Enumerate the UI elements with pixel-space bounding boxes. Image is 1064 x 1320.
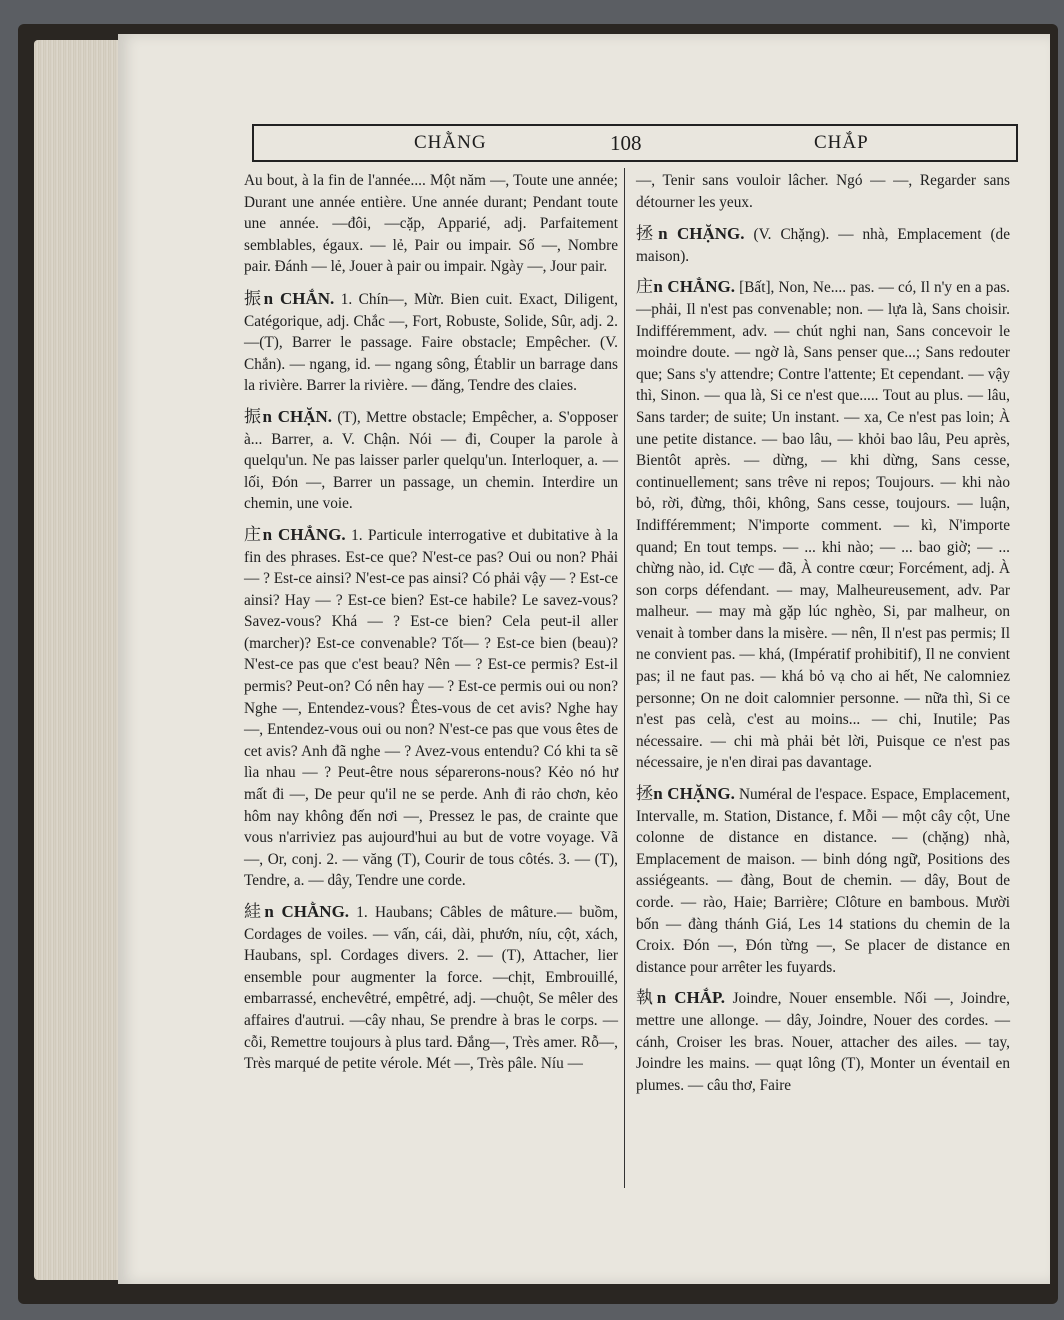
han-character: 振 bbox=[244, 288, 264, 309]
entry-body: —, Tenir sans vouloir lâcher. Ngó — —, Regarder sans détourner les yeux. bbox=[636, 172, 1010, 211]
dictionary-entry bbox=[636, 276, 1010, 774]
entry-body: Au bout, à la fin de l'année.... Một năm —, Toute une année; Durant une année entière. Une année durant; Pendant toute une année. —đôi, —cặp, Apparié, adj. Parfaitement semblables, égaux. — lẻ, Pair ou impair. Số —, Nombre pair. Đánh — lẻ, Jouer à pair ou impair. Ngày —, Jour pair. bbox=[244, 172, 618, 276]
headword: n CHẮP. bbox=[656, 988, 726, 1008]
headword: n CHẰNG. bbox=[264, 902, 350, 921]
entry-body: 1. Particule interrogative et dubitative à la fin des phrases. Est-ce que? N'est-ce pas? Oui ou non? Phải — ? Est-ce ainsi? N'est-ce pas ainsi? Có phải vậy — ? Est-ce ainsi? Hay — ? Est-ce bien? Est-ce habile? Le savez-vous? Savez-vous? Khá — ? Est-ce bien? Cela peut-il aller (marcher)? Est-ce convenable? Tốt— ? Est-ce bien (beau)? N'est-ce pas que c'est beau? Nên — ? Est-ce permis? Est-il permis? Peut-on? Có nên hay — ? Est-ce permis oui ou non? Nghe —, Entendez-vous? Êtes-vous de cet avis? Nghe hay —, Entendez-vous oui ou non? N'est-ce pas que vous êtes de cet avis? Anh đã nghe — ? Avez-vous entendu? Có khi ta sẽ lìa nhau — ? Peut-être nous séparerons-nous? Kẻo nó hư mất đi —, De peur qu'il ne se perde. Anh đi rảo chơn, kẻo hôm nay không đến nơi —, Pressez le pas, de crainte que vous n'arriviez pas aujourd'hui au but de votre voyage. Vã —, Or, conj. 2. — văng (T), Courir de tous côtés. 3. — (T), Tendre, a. — dây, Tendre une corde. bbox=[244, 526, 619, 890]
header-right-guideword: CHẮP bbox=[814, 132, 869, 153]
headword: n CHẲNG. bbox=[653, 277, 735, 297]
headword: n CHẶN. bbox=[262, 406, 333, 426]
right-column bbox=[636, 170, 1010, 1105]
page-number: 108 bbox=[610, 130, 642, 155]
dictionary-entry bbox=[636, 783, 1010, 978]
entry-body: [Bất], Non, Ne.... pas. — có, Il n'y en a pas. —phải, Il n'est pas convenable; non. — lựa là, Sans choisir. Indifféremment, adv. — chút nghi nan, Sans concevoir le moindre doute. — ngờ là, Sans penser que...; Sans redouter que; Sans s'y attendre; Contre l'attente; Et cependant. — vậy thì, Sinon. — qua là, Si ce n'est que..... Tout au plus. — lâu, Sans tarder; de suite; Un instant. — xa, Ce n'est pas loin; À une petite distance. — bao lâu, — khỏi bao lâu, Peu après, Bientôt après. — dừng, — khi dừng, Sans cesse, continuellement; sans trêve ni repos; Toujours. — khi nào bỏ, rời, đừng, thôi, không, Sans cesse, toujours. — luận, Indifféremment; N'importe comment. — kì, N'importe quand; En tout temps. — ... khi nào; — ... bao giờ; — ... chừng nào, id. Cực — đã, À contre cœur; Forcément, adj. À son corps défendant. — may, Malheureusement, adv. Par malheur. — may mà gặp lúc nghèo, Si, par malheur, on venait à tomber dans la misère. — nên, Il n'est pas permis; Il ne convient pas. — khá, (Impératif prohibitif), Il ne convient pas; il ne faut pas. — khá bỏ vạ cho ai hết, Ne calomniez personne; On ne doit calomnier personne. — nữa thì, Si ce n'est pas celà, c'est au moins... — chi, Inutile; Pas nécessaire. — chi mà phải bẻt lời, Puisque ce n'est pas nécessaire, je n'en dirai pas davantage. bbox=[636, 279, 1011, 772]
entry-body: 1. Haubans; Câbles de mâture.— buồm, Cordages de voiles. — vấn, cái, dài, phướn, níu, cột, xách, Haubans, spl. Cordages divers. 2. — (T), Attacher, lier ensemble pour augmenter la force. —chịt, Embrouillé, embarrassé, enchevêtré, empêtré, adj. —chuột, Se mêler des affaires d'autrui. —cây nhau, Se prendre à bras le corps. — cỗi, Remettre toujours à plus tard. Đắng—, Très amer. Rỗ—, Très marqué de petite vérole. Mét —, Très pâle. Níu — bbox=[244, 904, 619, 1073]
dictionary-entry bbox=[244, 901, 618, 1075]
entry-body: 1. Chín—, Mừr. Bien cuit. Exact, Diligent, Catégorique, adj. Chắc —, Fort, Robuste, Solide, Sûr, adj. 2.—(T), Barrer le passage. Faire obstacle; Empêcher. (V. Chắn). — ngang, id. — ngang sông, Établir un barrage dans la rivière. Barrer la rivière. — đăng, Tendre des claies. bbox=[244, 290, 619, 395]
column-divider bbox=[624, 168, 625, 1188]
dictionary-entry bbox=[244, 406, 618, 515]
han-character: 庄 bbox=[636, 277, 654, 298]
page-edges bbox=[34, 40, 120, 1280]
entry-body: (T), Mettre obstacle; Empêcher, a. S'opposer à... Barrer, a. V. Chận. Nói — đi, Couper la parole à quelqu'un. Ne pas laisser parler quelqu'un. Interloquer, a. — lối, Đón —, Barrer un passage, un chemin. Interdire un chemin, une voie. bbox=[244, 408, 619, 513]
han-character: 執 bbox=[636, 988, 657, 1009]
headword: n CHẲNG. bbox=[262, 524, 346, 544]
han-character: 拯 bbox=[636, 224, 659, 245]
entry-continuation bbox=[636, 170, 1010, 213]
headword: n CHẮN. bbox=[263, 288, 335, 308]
dictionary-entry bbox=[244, 524, 618, 892]
dictionary-entry bbox=[244, 288, 618, 397]
entry-continuation bbox=[244, 170, 618, 278]
han-character: 拯 bbox=[636, 784, 654, 805]
headword: n CHẶNG. bbox=[658, 224, 745, 244]
page-header bbox=[252, 124, 1018, 162]
han-character: 絓 bbox=[244, 902, 265, 922]
entry-body: Numéral de l'espace. Espace, Emplacement, Intervalle, m. Station, Distance, f. Mỗi — một cây cột, Une colonne de distance en distance. — (chặng) nhà, Emplacement de maison. — binh dóng ngữ, Positions des assiégeants. — đàng, Bout de chemin. — dây, Bout de corde. — rào, Haie; Barrière; Clôture en bambous. Mười bốn — đàng thánh Giá, Les 14 stations du chemin de la Croix. Đón —, Đón từng —, Se placer de distance en distance pour arrêter les fuyards. bbox=[636, 786, 1011, 976]
han-character: 振 bbox=[244, 406, 263, 427]
header-left-guideword: CHẰNG bbox=[414, 132, 487, 153]
dictionary-entry bbox=[636, 223, 1010, 267]
headword: n CHẶNG. bbox=[653, 784, 735, 804]
han-character: 庄 bbox=[244, 524, 263, 545]
entry-body: Joindre, Nouer ensemble. Nối —, Joindre, mettre une allonge. — dây, Joindre, Nouer des cordes. — cánh, Croiser les bras. Nouer, attacher des ailes. — tay, Joindre les mains. — quạt lông (T), Monter un éventail en plumes. — câu thơ, Faire bbox=[636, 990, 1011, 1094]
left-column bbox=[244, 170, 618, 1084]
dictionary-entry bbox=[636, 987, 1010, 1096]
entry-body: (V. Chặng). — nhà, Emplacement (de maison). bbox=[636, 226, 1010, 265]
